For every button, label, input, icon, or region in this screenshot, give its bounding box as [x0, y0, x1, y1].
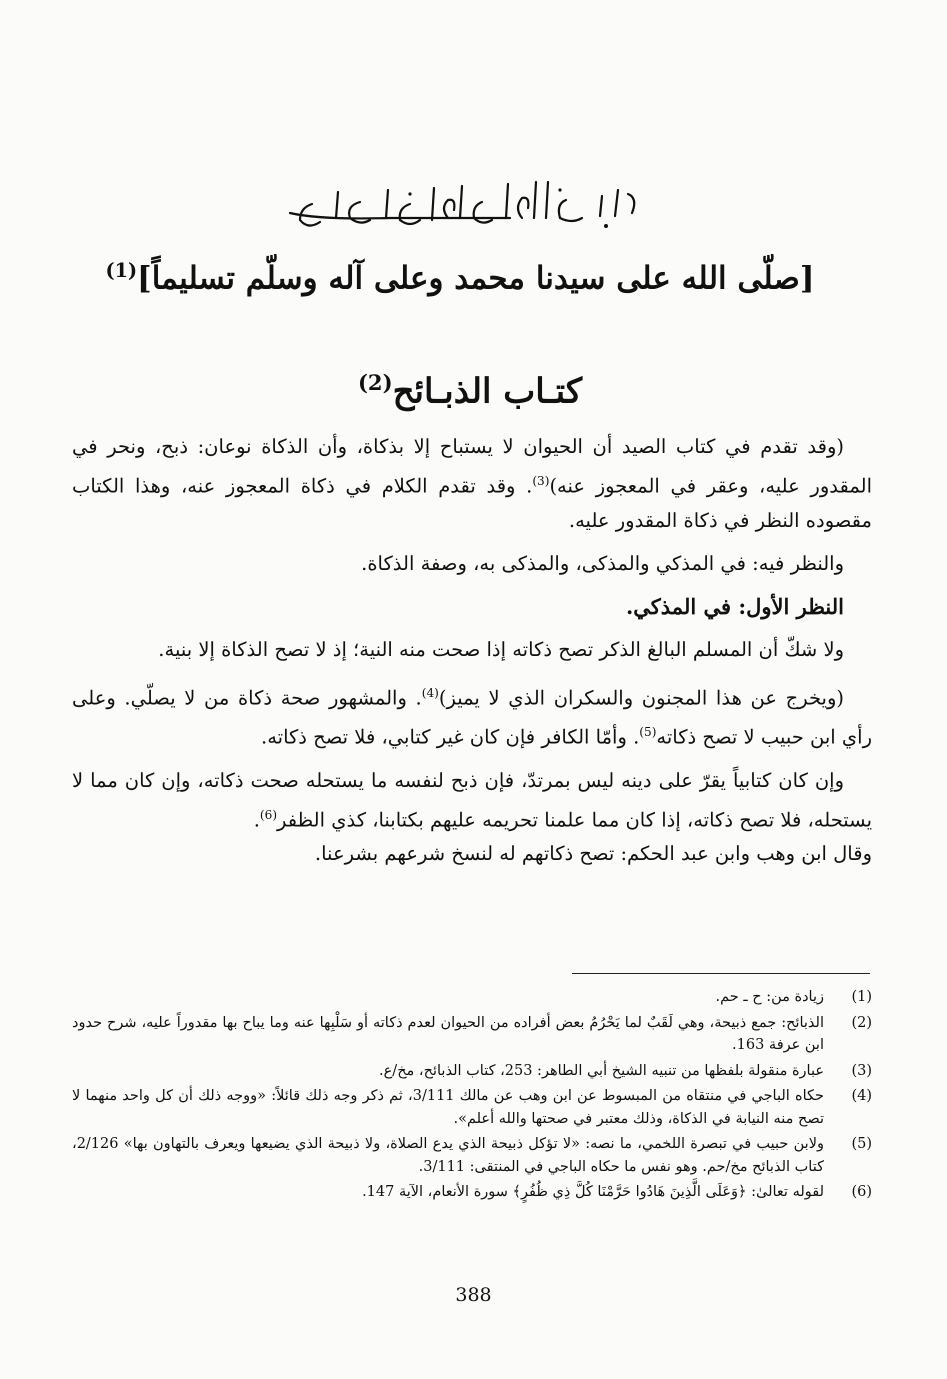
text-run: . وقد تقدم الكلام في ذكاة المعجوز عنه، وهذا الكتاب مقصوده النظر في ذكاة المقدور عليه.	[72, 474, 872, 532]
text-run: . والمشهور صحة ذكاة من لا يصلّي. وعلى رأي ابن حبيب لا تصح ذكاته	[72, 686, 872, 749]
paragraph: والنظر فيه: في المذكي والمذكى، والمذكى به، وصفة الذكاة.	[361, 551, 844, 575]
basmala-calligraphy	[260, 168, 660, 238]
footnote-ref: (5)	[639, 725, 657, 739]
footnote-ref: (2)	[357, 370, 393, 395]
text-run: . وأمّا الكافر فإن كان غير كتابي، فلا تصح ذكاته.	[261, 725, 640, 749]
footnote-number: (2)	[851, 1014, 872, 1031]
footnote-divider	[572, 973, 870, 974]
footnote-ref: (6)	[259, 807, 278, 822]
paragraph	[72, 764, 872, 838]
footnote-text: ولابن حبيب في تبصرة اللخمي، ما نصه: «لا تؤكل ذبيحة الذي يدع الصلاة، ولا ذبيحة الذي يضيعها ويعرف بالتهاون بها» 2/126، كتاب الذبائح مخ/حم. وهو نفس ما حكاه الباجي في المنتقى: 3/111.	[72, 1136, 824, 1175]
main-text	[72, 430, 872, 880]
footnote-text: حكاه الباجي في منتقاه من المبسوط عن ابن وهب عن مالك 3/111، ثم ذكر وجه ذلك قائلاً: «ووجه ذلك أن كل واحد منهما لا تصح منه النيابة في الذكاة، وذلك معتبر في صحتها والله أعلم».	[72, 1088, 824, 1127]
page-number: 388	[455, 1284, 492, 1306]
text-run: وإن كان كتابياً يقرّ على دينه ليس بمرتدّ، فإن ذبح لنفسه ما يستحله صحت ذكاته، وإن كان مما لا يستحله، فلا تصح ذكاته، إذا كان مما علمنا تحريمه عليهم بكتابنا، كذي الظفر	[72, 768, 872, 831]
footnote-number: (1)	[851, 989, 872, 1005]
footnote-text: الذبائح: جمع ذبيحة، وهي لَقَبٌ لما يَحْرُمُ بعض أفراده من الحيوان لعدم ذكاته أو سَلْبِها عنه وما يباح بها مقدوراً عليه، شرح حدود ابن عرفة 163.	[72, 1014, 824, 1053]
footnote	[72, 986, 872, 1009]
chapter-title	[200, 358, 740, 416]
footnote-text: عبارة منقولة بلفظها من تنبيه الشيخ أبي الطاهر: 253، كتاب الذبائح، مخ/ع.	[379, 1062, 824, 1079]
footnote	[72, 1133, 872, 1178]
chapter-title-text: كتـاب الذبـائح	[392, 371, 583, 412]
footnote	[72, 1060, 872, 1083]
footnote-ref: (4)	[421, 685, 439, 700]
section-heading: النظر الأول: في المذكي.	[625, 593, 844, 619]
paragraph: وقال ابن وهب وابن عبد الحكم: تصح ذكاتهم له لنسخ شرعهم بشرعنا.	[314, 842, 872, 865]
footnote-number: (6)	[851, 1184, 872, 1200]
footnote-ref: (3)	[532, 474, 550, 488]
salawat-text: [صلّى الله على سيدنا محمد وعلى آله وسلّم تسليماً]	[137, 260, 815, 297]
text-run: (ويخرج عن هذا المجنون والسكران الذي لا يميز)	[438, 686, 844, 709]
footnote-ref: (1)	[105, 259, 138, 282]
footnote-number: (5)	[851, 1136, 872, 1152]
footnotes	[72, 986, 872, 1207]
paragraph	[72, 430, 872, 538]
footnote-number: (3)	[851, 1062, 872, 1079]
footnote-number: (4)	[851, 1088, 872, 1104]
footnote	[72, 1181, 872, 1204]
footnote-text: زيادة من: ح ـ حم.	[715, 989, 824, 1005]
footnote	[72, 1085, 872, 1130]
paragraph	[72, 676, 872, 755]
paragraph: ولا شكّ أن المسلم البالغ الذكر تصح ذكاته إذا صحت منه النية؛ إذ لا تصح الذكاة إلا بنية.	[158, 637, 844, 661]
text-run: (وقد تقدم في كتاب الصيد أن الحيوان لا يستباح إلا بذكاة، وأن الذكاة نوعان: ذبح، ونحر في المقدور عليه، وعقر في المعجوز عنه)	[72, 435, 873, 498]
salawat-heading	[90, 248, 830, 301]
text-run: .	[253, 808, 260, 831]
footnote	[72, 1012, 872, 1057]
footnote-text: لقوله تعالىٰ: ﴿وَعَلَى الَّذِينَ هَادُوا حَرَّمْنَا كُلَّ ذِي ظُفُرٍ﴾ سورة الأنعام، الآية 147.	[362, 1184, 824, 1200]
